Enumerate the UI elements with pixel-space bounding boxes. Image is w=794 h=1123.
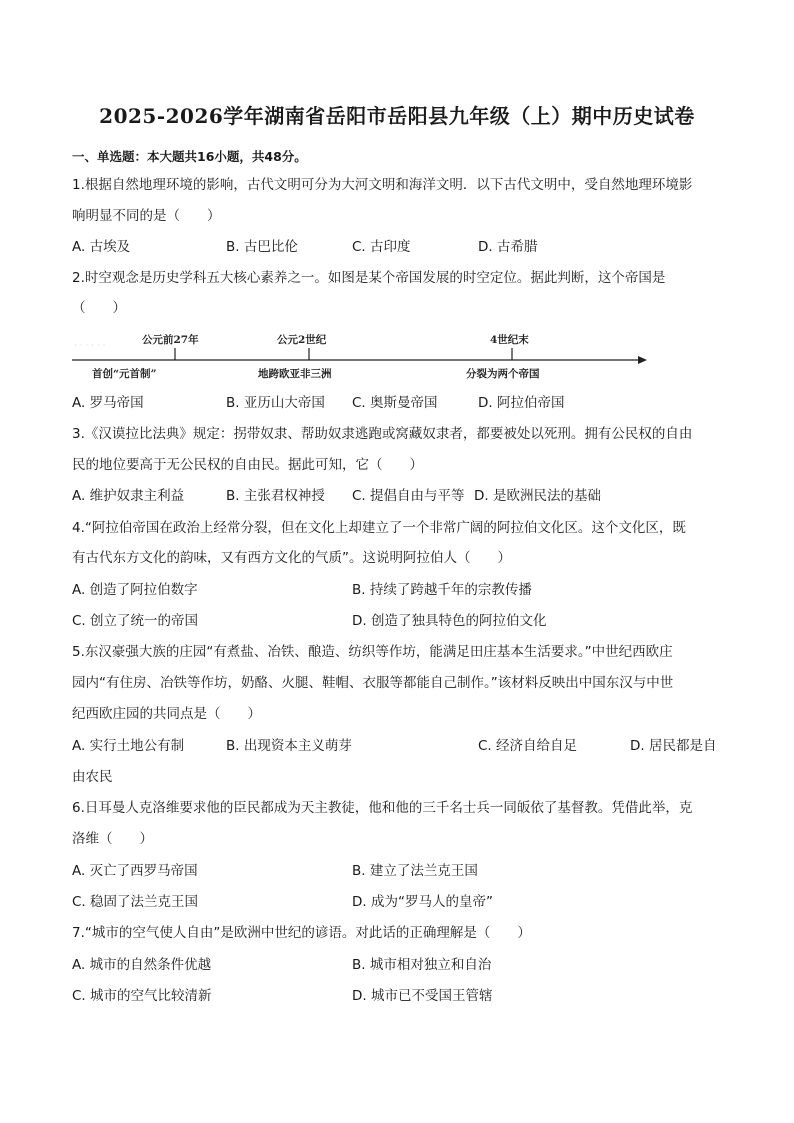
question-5-line-1: 5.东汉豪强大族的庄园“有煮盐、冶铁、酿造、纺织等作坊，能满足田庄基本生活要求。”中世纪西欧庄 xyxy=(72,644,673,660)
question-2-option-a: A. 罗马帝国 xyxy=(72,395,144,411)
question-6-option-d: D. 成为“罗马人的皇帝” xyxy=(352,894,493,910)
question-7-option-a: A. 城市的自然条件优越 xyxy=(72,957,212,973)
timeline-figure xyxy=(72,326,647,382)
question-1-line-2: 响明显不同的是（ ） xyxy=(72,208,221,224)
question-2-option-d: D. 阿拉伯帝国 xyxy=(478,395,565,411)
question-4-line-1: 4.“阿拉伯帝国在政治上经常分裂，但在文化上却建立了一个非常广阔的阿拉伯文化区。这个文化区，既 xyxy=(72,520,686,536)
watermark-text: · · · · · · xyxy=(74,341,106,351)
timeline-bottom-label-1: 首创“元首制” xyxy=(92,368,157,380)
timeline-arrow xyxy=(638,356,647,364)
question-5-option-d-wrap: 由农民 xyxy=(72,769,113,785)
question-6-option-b: B. 建立了法兰克王国 xyxy=(352,863,478,879)
question-5-line-3: 纪西欧庄园的共同点是（ ） xyxy=(72,706,261,722)
question-1-option-d: D. 古希腊 xyxy=(478,239,538,255)
question-6-option-a: A. 灭亡了西罗马帝国 xyxy=(72,863,198,879)
question-5-option-a: A. 实行土地公有制 xyxy=(72,738,185,754)
question-3-option-d: D. 是欧洲民法的基础 xyxy=(474,488,601,504)
question-7-option-d: D. 城市已不受国王管辖 xyxy=(352,988,493,1004)
question-5-option-c: C. 经济自给自足 xyxy=(478,738,578,754)
question-3-line-1: 3.《汉谟拉比法典》规定：拐带奴隶、帮助奴隶逃跑或窝藏奴隶者，都要被处以死刑。拥有公民权的自由 xyxy=(72,426,693,442)
question-1-option-a: A. 古埃及 xyxy=(72,239,131,255)
timeline-bottom-label-3: 分裂为两个帝国 xyxy=(466,368,540,380)
question-2-option-b: B. 亚历山大帝国 xyxy=(226,395,325,411)
section-header: 一、单选题：本大题共16小题，共48分。 xyxy=(72,149,307,164)
question-2-option-c: C. 奥斯曼帝国 xyxy=(352,395,438,411)
question-7-option-b: B. 城市相对独立和自治 xyxy=(352,957,492,973)
question-4-line-2: 有古代东方文化的韵味，又有西方文化的气质”。这说明阿拉伯人（ ） xyxy=(72,550,511,566)
question-4-option-a: A. 创造了阿拉伯数字 xyxy=(72,582,198,598)
timeline-bottom-label-2: 地跨欧亚非三洲 xyxy=(258,368,332,380)
question-3-option-a: A. 维护奴隶主利益 xyxy=(72,488,185,504)
question-5-option-d: D. 居民都是自 xyxy=(630,738,717,754)
question-2-line-2: （ ） xyxy=(72,300,126,316)
question-3-option-b: B. 主张君权神授 xyxy=(226,488,325,504)
question-4-option-c: C. 创立了统一的帝国 xyxy=(72,613,199,629)
question-7-option-c: C. 城市的空气比较清新 xyxy=(72,988,212,1004)
question-6-line-1: 6.日耳曼人克洛维要求他的臣民都成为天主教徒，他和他的三千名士兵一同皈依了基督教。凭借此举，克 xyxy=(72,800,693,816)
question-3-line-2: 民的地位要高于无公民权的自由民。据此可知，它（ ） xyxy=(72,457,423,473)
question-4-option-b: B. 持续了跨越千年的宗教传播 xyxy=(352,582,532,598)
timeline-top-label-2: 公元2世纪 xyxy=(277,334,327,346)
timeline-top-label-1: 公元前27年 xyxy=(142,334,199,346)
question-3-option-c: C. 提倡自由与平等 xyxy=(352,488,465,504)
question-1-option-c: C. 古印度 xyxy=(352,239,411,255)
question-1-line-1: 1.根据自然地理环境的影响，古代文明可分为大河文明和海洋文明．以下古代文明中，受自然地理环境影 xyxy=(72,177,693,193)
page-title: 2025-2026学年湖南省岳阳市岳阳县九年级（上）期中历史试卷 xyxy=(99,104,695,128)
question-5-line-2: 园内“有住房、冶铁等作坊，奶酪、火腿、鞋帽、衣服等都能自己制作。”该材料反映出中国东汉与中世 xyxy=(72,675,674,691)
question-2-line-1: 2.时空观念是历史学科五大核心素养之一。如图是某个帝国发展的时空定位。据此判断，这个帝国是 xyxy=(72,270,666,286)
question-6-option-c: C. 稳固了法兰克王国 xyxy=(72,894,199,910)
question-6-line-2: 洛维（ ） xyxy=(72,831,153,847)
question-7-line-1: 7.“城市的空气使人自由”是欧洲中世纪的谚语。对此话的正确理解是（ ） xyxy=(72,925,531,941)
question-4-option-d: D. 创造了独具特色的阿拉伯文化 xyxy=(352,613,547,629)
question-1-option-b: B. 古巴比伦 xyxy=(226,239,298,255)
timeline-top-label-3: 4世纪末 xyxy=(490,334,529,346)
question-5-option-b: B. 出现资本主义萌芽 xyxy=(226,738,352,754)
